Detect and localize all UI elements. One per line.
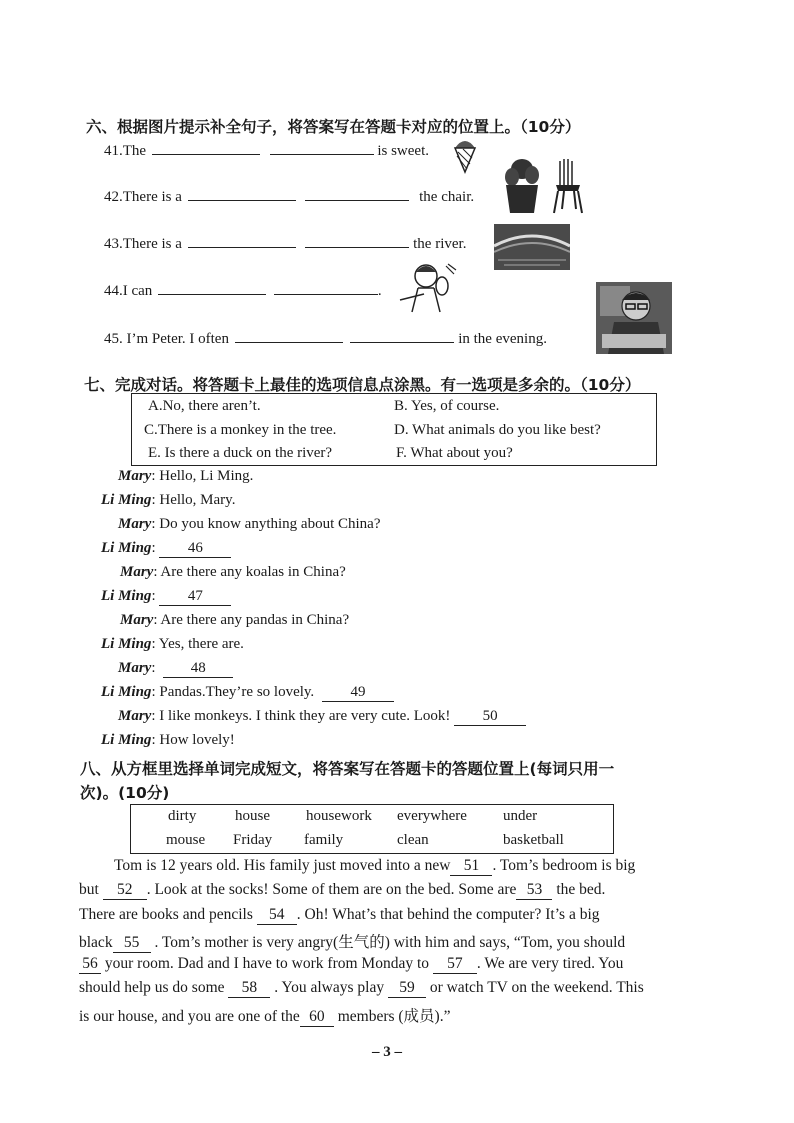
option-c: C.There is a monkey in the tree. [144,422,337,438]
dialogue-line [101,636,244,653]
answer-blank-60[interactable]: 60 [300,1008,334,1027]
dialogue-text: : Pandas.They’re so lovely. [151,684,315,700]
question-prefix: 42.There is a [104,189,182,205]
passage-text: . We are very tired. You [476,955,624,972]
dialogue-line [118,516,380,533]
dialogue-line [101,732,235,749]
passage-text: . Tom’s bedroom is big [492,857,636,874]
speaker-name: Li Ming [101,540,152,556]
question-44 [104,280,382,300]
dialogue-line [118,660,233,678]
word-option: housework [306,808,372,824]
option-e: E. Is there a duck on the river? [148,445,333,461]
answer-blank-53[interactable]: 53 [516,881,552,900]
speaker-name: Mary [118,468,152,484]
dialogue-text: : I like monkeys. I think they are very cute. Look! [151,708,451,724]
dialogue-line [101,492,235,509]
answer-blank-52[interactable]: 52 [103,881,147,900]
speaker-name: Li Ming [101,588,152,604]
question-prefix: 45. I’m Peter. I often [104,331,229,347]
answer-blank-55[interactable]: 55 [113,934,151,953]
section8-heading: 八、从方框里选择单词完成短文，将答案写在答题卡的答题位置上(每词只用一 [80,760,615,778]
speaker-name: Li Ming [101,636,152,652]
passage-line [79,1004,450,1027]
speaker-name: Mary [118,660,152,676]
question-suffix: the chair. [419,189,475,205]
answer-blank[interactable] [158,280,266,295]
speaker-name: Li Ming [101,684,152,700]
question-45 [104,328,547,348]
word-option: basketball [503,832,564,848]
passage-text: . Look at the socks! Some of them are on the bed. Some are [146,881,517,898]
dialogue-text: : Are there any koalas in China? [153,564,346,580]
ice-cream-icon [452,136,478,174]
answer-blank[interactable] [270,140,374,155]
dialogue-line [101,684,394,702]
answer-blank-59[interactable]: 59 [388,979,426,998]
question-suffix: the river. [413,236,467,252]
answer-blank[interactable] [235,328,343,343]
dialogue-text: : Do you know anything about China? [151,516,381,532]
passage-text: is our house, and you are one of the [79,1008,300,1025]
speaker-name: Mary [118,708,152,724]
answer-blank-50[interactable]: 50 [454,708,526,726]
dialogue-text: : Are there any pandas in China? [153,612,350,628]
passage-text: There are books and pencils [79,906,253,923]
speaker-name: Li Ming [101,492,152,508]
dialogue-text: : Hello, Mary. [151,492,236,508]
dialogue-line [101,588,231,606]
question-suffix: is sweet. [377,143,429,159]
dialogue-line [101,540,231,558]
plant-under-chair-icon [500,155,590,215]
passage-text: but [79,881,99,898]
word-option: everywhere [397,808,467,824]
passage-line [114,857,635,876]
answer-blank[interactable] [350,328,454,343]
dialogue-line [120,564,346,581]
section6-heading: 六、根据图片提示补全句子，将答案写在答题卡对应的位置上。（10分） [86,118,581,136]
word-option: under [503,808,538,824]
answer-blank[interactable] [188,186,296,201]
dialogue-text: : How lovely! [151,732,235,748]
passage-text: members (成员).” [337,1008,451,1025]
speaker-name: Mary [120,612,154,628]
dialogue-text: : [151,660,156,676]
passage-text: should help us do some [79,979,225,996]
dialogue-text: : Yes, there are. [151,636,244,652]
passage-text: Tom is 12 years old. His family just moved into a new [114,857,451,874]
boy-doing-homework-icon [596,282,672,354]
word-option: clean [397,832,429,848]
speaker-name: Mary [118,516,152,532]
bridge-over-river-icon [494,224,570,270]
question-42 [104,186,474,206]
question-prefix: 41.The [104,143,147,159]
option-d: D. What animals do you like best? [394,422,601,438]
answer-blank-49[interactable]: 49 [322,684,394,702]
page-number: – 3 – [372,1044,402,1060]
answer-blank-47[interactable]: 47 [159,588,231,606]
dialogue-text: : [151,540,156,556]
boy-playing-violin-icon [396,260,458,322]
answer-blank-54[interactable]: 54 [257,906,297,925]
passage-text: . You always play [274,979,385,996]
passage-text: your room. Dad and I have to work from Monday to [104,955,430,972]
passage-line [79,955,623,974]
question-43 [104,233,466,253]
section8-heading-cont: 次)。(10分) [80,784,170,802]
answer-blank[interactable] [188,233,296,248]
answer-blank[interactable] [152,140,260,155]
passage-line [79,881,605,900]
dialogue-text: : [151,588,156,604]
dialogue-line [118,468,253,485]
passage-text: . Tom’s mother is very angry(生气的) with him and says, “Tom, you should [154,934,626,951]
answer-blank-51[interactable]: 51 [450,857,492,876]
word-option: family [304,832,344,848]
section7-heading: 七、完成对话。将答题卡上最佳的选项信息点涂黑。有一选项是多余的。（10分） [84,376,641,394]
dialogue-line [118,708,526,726]
answer-blank[interactable] [305,186,409,201]
dialogue-text: : Hello, Li Ming. [151,468,254,484]
word-option: dirty [168,808,197,824]
answer-blank[interactable] [274,280,378,295]
question-prefix: 44.I can [104,283,153,299]
word-option: Friday [233,832,273,848]
answer-blank[interactable] [305,233,409,248]
passage-text: or watch TV on the weekend. This [429,979,644,996]
passage-text: black [79,934,113,951]
option-f: F. What about you? [396,445,513,461]
passage-text: . Oh! What’s that behind the computer? It’s a big [296,906,600,923]
speaker-name: Li Ming [101,732,152,748]
question-suffix: . [377,283,382,299]
passage-line [79,906,600,925]
passage-line [79,979,644,998]
passage-line [79,930,625,953]
word-option: house [235,808,270,824]
word-option: mouse [166,832,206,848]
dialogue-line [120,612,349,629]
option-a: A.No, there aren’t. [148,398,261,414]
answer-blank-58[interactable]: 58 [228,979,270,998]
answer-blank-57[interactable]: 57 [433,955,477,974]
answer-blank-48[interactable]: 48 [163,660,233,678]
answer-blank-56[interactable]: 56 [79,955,101,974]
passage-text: the bed. [556,881,606,898]
question-41 [104,140,429,160]
question-suffix: in the evening. [458,331,547,347]
answer-blank-46[interactable]: 46 [159,540,231,558]
option-b: B. Yes, of course. [394,398,500,414]
speaker-name: Mary [120,564,154,580]
question-prefix: 43.There is a [104,236,182,252]
